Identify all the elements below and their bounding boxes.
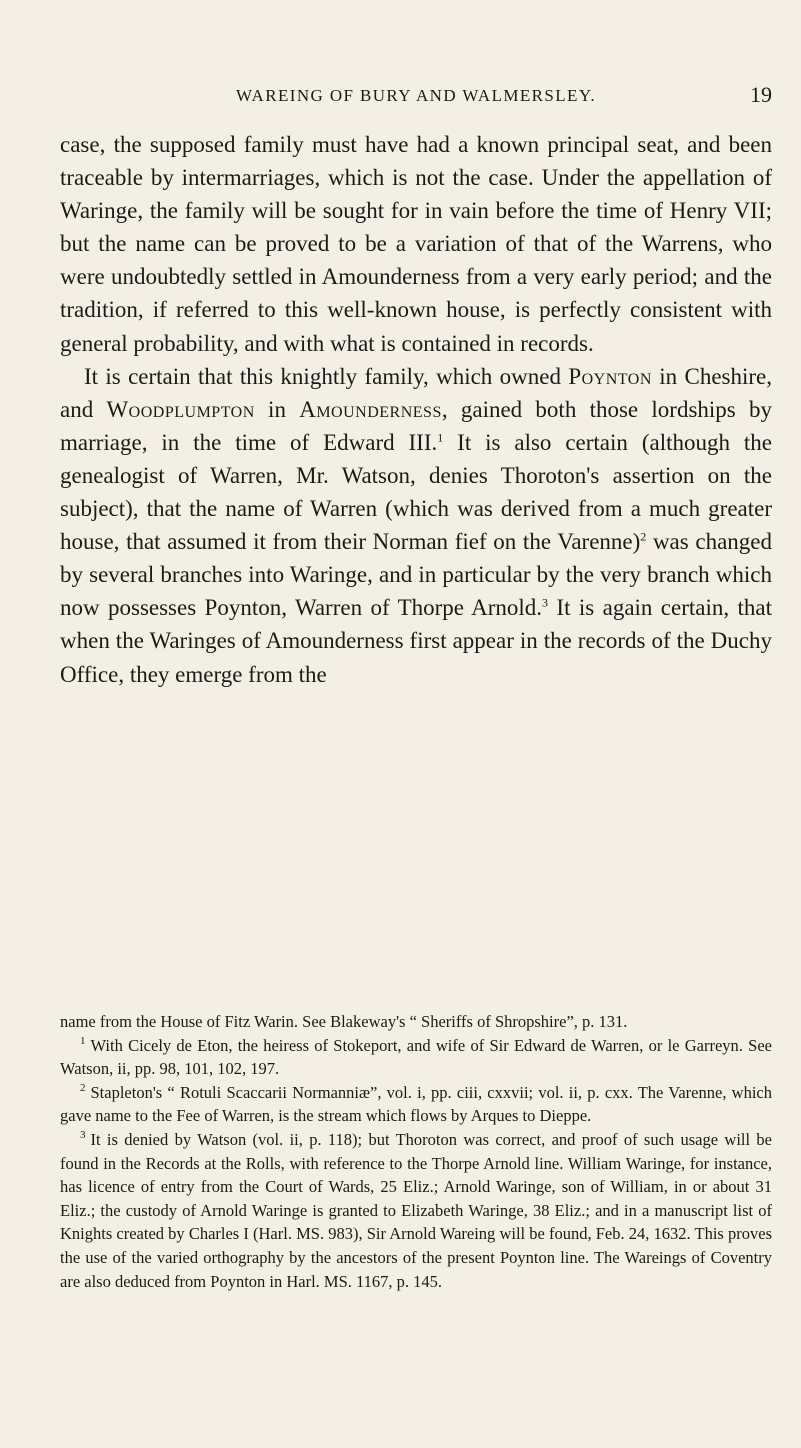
footnote-mark: 1	[80, 1035, 86, 1048]
footnote-text: Stapleton's “ Rotuli Scaccarii Normanniæ”, vol. i, pp. ciii, cxxvii; vol. ii, p. cxx. The Varenne, which gave name to the Fee of Warren, is the stream which flows by Arques to Dieppe.	[60, 1082, 772, 1126]
footnote-mark: 2	[80, 1082, 86, 1095]
paragraph-1: case, the supposed family must have had a known principal seat, and been traceable by intermarriages, which is not the case. Under the appellation of Waringe, the family will be sought for in vain before the time of Henry VII; but the name can be proved to be a variation of that of the Warrens, who were undoubtedly settled in Amounderness from a very early period; and the tradition, if referred to this well-known house, is perfectly consistent with general probability, and with what is contained in records.	[60, 132, 772, 356]
footnote-ref-1: 1	[437, 430, 444, 445]
footnote-mark: 3	[80, 1129, 86, 1142]
paragraph-2	[60, 360, 772, 691]
place-name-woodplumpton: Woodplumpton	[106, 396, 255, 422]
footnote-1	[60, 1034, 772, 1081]
place-name-amounderness: Amounderness	[299, 396, 442, 422]
text-run: It is again certain, that when the Waringes of Amounderness first appear in the records of the Duchy Office, they emerge from the	[60, 595, 772, 687]
footnote-3	[60, 1128, 772, 1293]
text-run: was changed by several branches into Waringe, and in particular by the very branch which now possesses Poynton, Warren of Thorpe Arnold.	[60, 529, 772, 621]
place-name-poynton: Poynton	[568, 363, 652, 389]
text-run: in Cheshire, and	[60, 363, 772, 422]
page-number: 19	[750, 82, 772, 107]
text-run: , gained both those lordships by marriage, in the time of Edward III.	[60, 396, 772, 455]
main-text	[60, 128, 772, 691]
footnote-text: It is denied by Watson (vol. ii, p. 118); but Thoroton was correct, and proof of such usage will be found in the Records at the Rolls, with reference to the Thorpe Arnold line. William Waringe, for instance, has licence of entry from the Court of Wards, 25 Eliz.; Arnold Waringe, son of William, in or about 31 Eliz.; the custody of Arnold Waringe is granted to Elizabeth Waringe, 38 Eliz.; and in a manuscript list of Knights created by Charles I (Harl. MS. 983), Sir Arnold Wareing will be found, Feb. 24, 1632. This proves the use of the varied orthography by the ancestors of the present Poynton line. The Wareings of Coventry are also deduced from Poynton in Harl. MS. 1167, p. 145.	[60, 1129, 772, 1291]
page-header	[60, 82, 772, 116]
text-run: in	[254, 396, 300, 422]
text-run: It is certain that this knightly family, which owned	[84, 363, 569, 389]
text-run: It is also certain (although the genealogist of Warren, Mr. Watson, denies Thoroton's assertion on the subject), that the name of Warren (which was derived from a much greater house, that assumed it from their Norman fief on the Varenne)	[60, 429, 772, 555]
running-head: WAREING OF BURY AND WALMERSLEY.	[236, 86, 596, 105]
footnotes	[60, 1010, 772, 1293]
footnote-ref-2: 2	[640, 529, 647, 544]
footnote-text: With Cicely de Eton, the heiress of Stokeport, and wife of Sir Edward de Warren, or le Garreyn. See Watson, ii, pp. 98, 101, 102, 197.	[60, 1035, 772, 1079]
footnote-continuation: name from the House of Fitz Warin. See Blakeway's “ Sheriffs of Shropshire”, p. 131.	[60, 1012, 628, 1031]
footnote-ref-3: 3	[542, 595, 549, 610]
footnote-2	[60, 1081, 772, 1128]
